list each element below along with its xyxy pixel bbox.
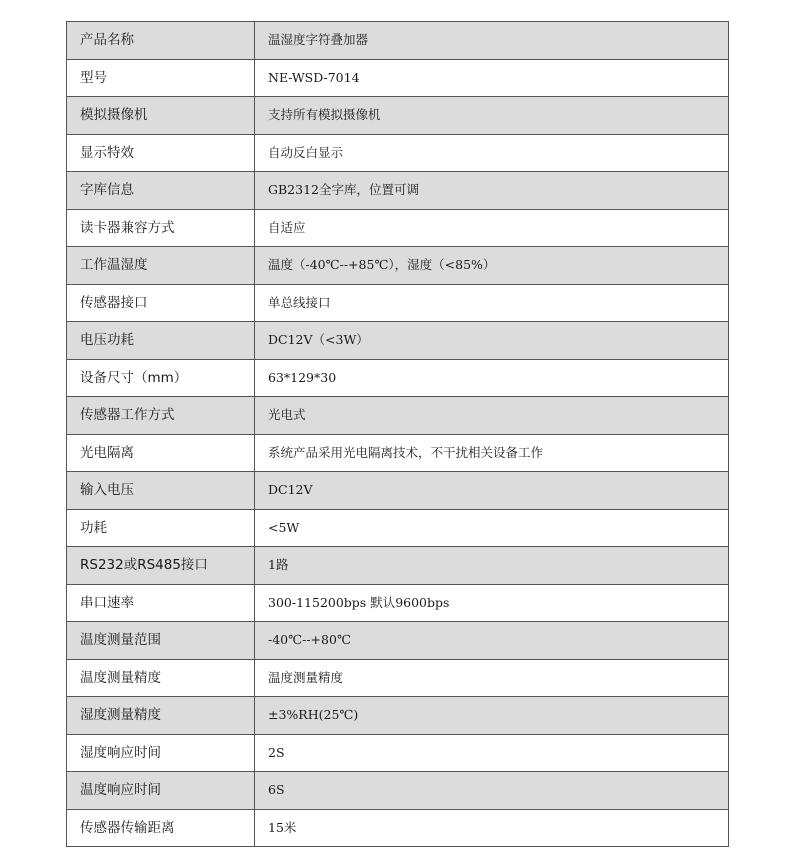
spec-value: 温度（-40℃--+85℃），湿度（<85%） (255, 247, 729, 285)
table-row (67, 97, 729, 135)
table-row (67, 247, 729, 285)
spec-label: 光电隔离 (67, 434, 255, 472)
spec-value: DC12V（<3W） (255, 322, 729, 360)
table-row (67, 472, 729, 510)
table-row (67, 134, 729, 172)
table-row (67, 734, 729, 772)
spec-value: 63*129*30 (255, 359, 729, 397)
spec-label: 显示特效 (67, 134, 255, 172)
table-row (67, 809, 729, 847)
spec-label: 温度测量精度 (67, 659, 255, 697)
table-row (67, 322, 729, 360)
spec-value: 6S (255, 772, 729, 810)
table-row (67, 622, 729, 660)
spec-value: 自适应 (255, 209, 729, 247)
spec-label: 型号 (67, 59, 255, 97)
spec-value: 单总线接口 (255, 284, 729, 322)
spec-label: 温度测量范围 (67, 622, 255, 660)
spec-label: 产品名称 (67, 22, 255, 60)
spec-label: 模拟摄像机 (67, 97, 255, 135)
spec-label: 设备尺寸（mm） (67, 359, 255, 397)
spec-label: RS232或RS485接口 (67, 547, 255, 585)
spec-label: 传感器工作方式 (67, 397, 255, 435)
spec-value: NE-WSD-7014 (255, 59, 729, 97)
table-row (67, 209, 729, 247)
spec-label: 输入电压 (67, 472, 255, 510)
table-row (67, 509, 729, 547)
spec-value: ±3%RH(25℃) (255, 697, 729, 735)
table-row (67, 697, 729, 735)
table-row (67, 359, 729, 397)
spec-label: 湿度响应时间 (67, 734, 255, 772)
spec-value: 温度测量精度 (255, 659, 729, 697)
spec-table-body (67, 22, 729, 847)
spec-value: 1路 (255, 547, 729, 585)
table-row (67, 584, 729, 622)
spec-value: GB2312全字库，位置可调 (255, 172, 729, 210)
table-row (67, 434, 729, 472)
spec-label: 传感器传输距离 (67, 809, 255, 847)
table-row (67, 172, 729, 210)
table-row (67, 397, 729, 435)
spec-label: 传感器接口 (67, 284, 255, 322)
spec-value: 系统产品采用光电隔离技术，不干扰相关设备工作 (255, 434, 729, 472)
spec-value: 自动反白显示 (255, 134, 729, 172)
spec-label: 读卡器兼容方式 (67, 209, 255, 247)
spec-label: 电压功耗 (67, 322, 255, 360)
spec-value: 光电式 (255, 397, 729, 435)
spec-value: 15米 (255, 809, 729, 847)
spec-value: DC12V (255, 472, 729, 510)
table-row (67, 22, 729, 60)
table-row (67, 659, 729, 697)
spec-label: 湿度测量精度 (67, 697, 255, 735)
table-row (67, 284, 729, 322)
spec-label: 温度响应时间 (67, 772, 255, 810)
spec-label: 串口速率 (67, 584, 255, 622)
spec-table (66, 21, 729, 847)
spec-value: -40℃--+80℃ (255, 622, 729, 660)
spec-value: <5W (255, 509, 729, 547)
spec-label: 功耗 (67, 509, 255, 547)
table-row (67, 772, 729, 810)
spec-label: 字库信息 (67, 172, 255, 210)
spec-value: 300-115200bps 默认9600bps (255, 584, 729, 622)
spec-label: 工作温湿度 (67, 247, 255, 285)
table-row (67, 547, 729, 585)
spec-value: 2S (255, 734, 729, 772)
table-row (67, 59, 729, 97)
spec-value: 支持所有模拟摄像机 (255, 97, 729, 135)
spec-value: 温湿度字符叠加器 (255, 22, 729, 60)
